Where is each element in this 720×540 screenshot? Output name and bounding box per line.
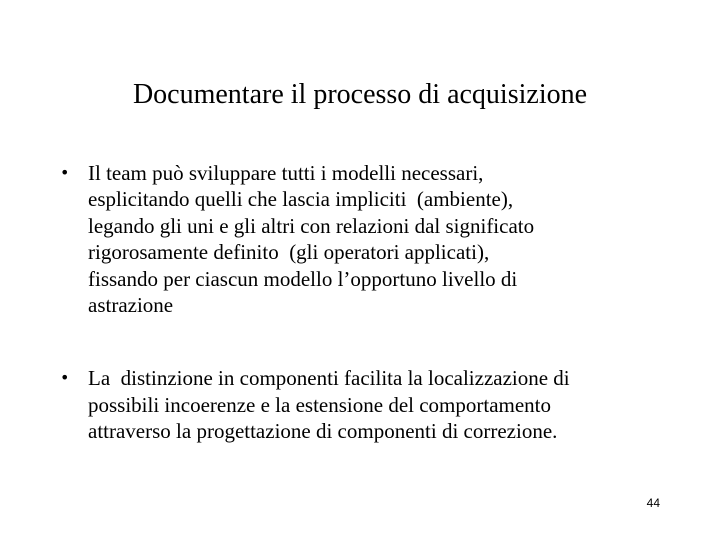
bullet-text-line: legando gli uni e gli altri con relazioni dal significato [88,213,535,238]
page-number: 44 [646,496,660,510]
bullet-text-line: fissando per ciascun modello l’opportuno livello di [88,266,518,291]
bullet-text-line: attraverso la progettazione di componenti di correzione. [88,419,558,444]
bullet-text-line: astrazione [88,293,174,318]
bullet-list [60,160,680,445]
slide-title: Documentare il processo di acquisizione [132,79,588,110]
bullet-text-line: possibili incoerenze e la estensione del comportamento [88,392,552,417]
bullet-text-line: rigorosamente definito (gli operatori applicati), [88,240,490,265]
bullet-item [60,365,680,444]
bullet-text-line: Il team può sviluppare tutti i modelli necessari, [88,161,484,185]
bullet-item [60,160,680,318]
bullet-marker: • [60,368,70,388]
bullet-text-line: esplicitando quelli che lascia impliciti (ambiente), [88,187,514,212]
bullet-marker: • [60,163,70,182]
bullet-text-line: La distinzione in componenti facilita la localizzazione di [88,366,570,391]
